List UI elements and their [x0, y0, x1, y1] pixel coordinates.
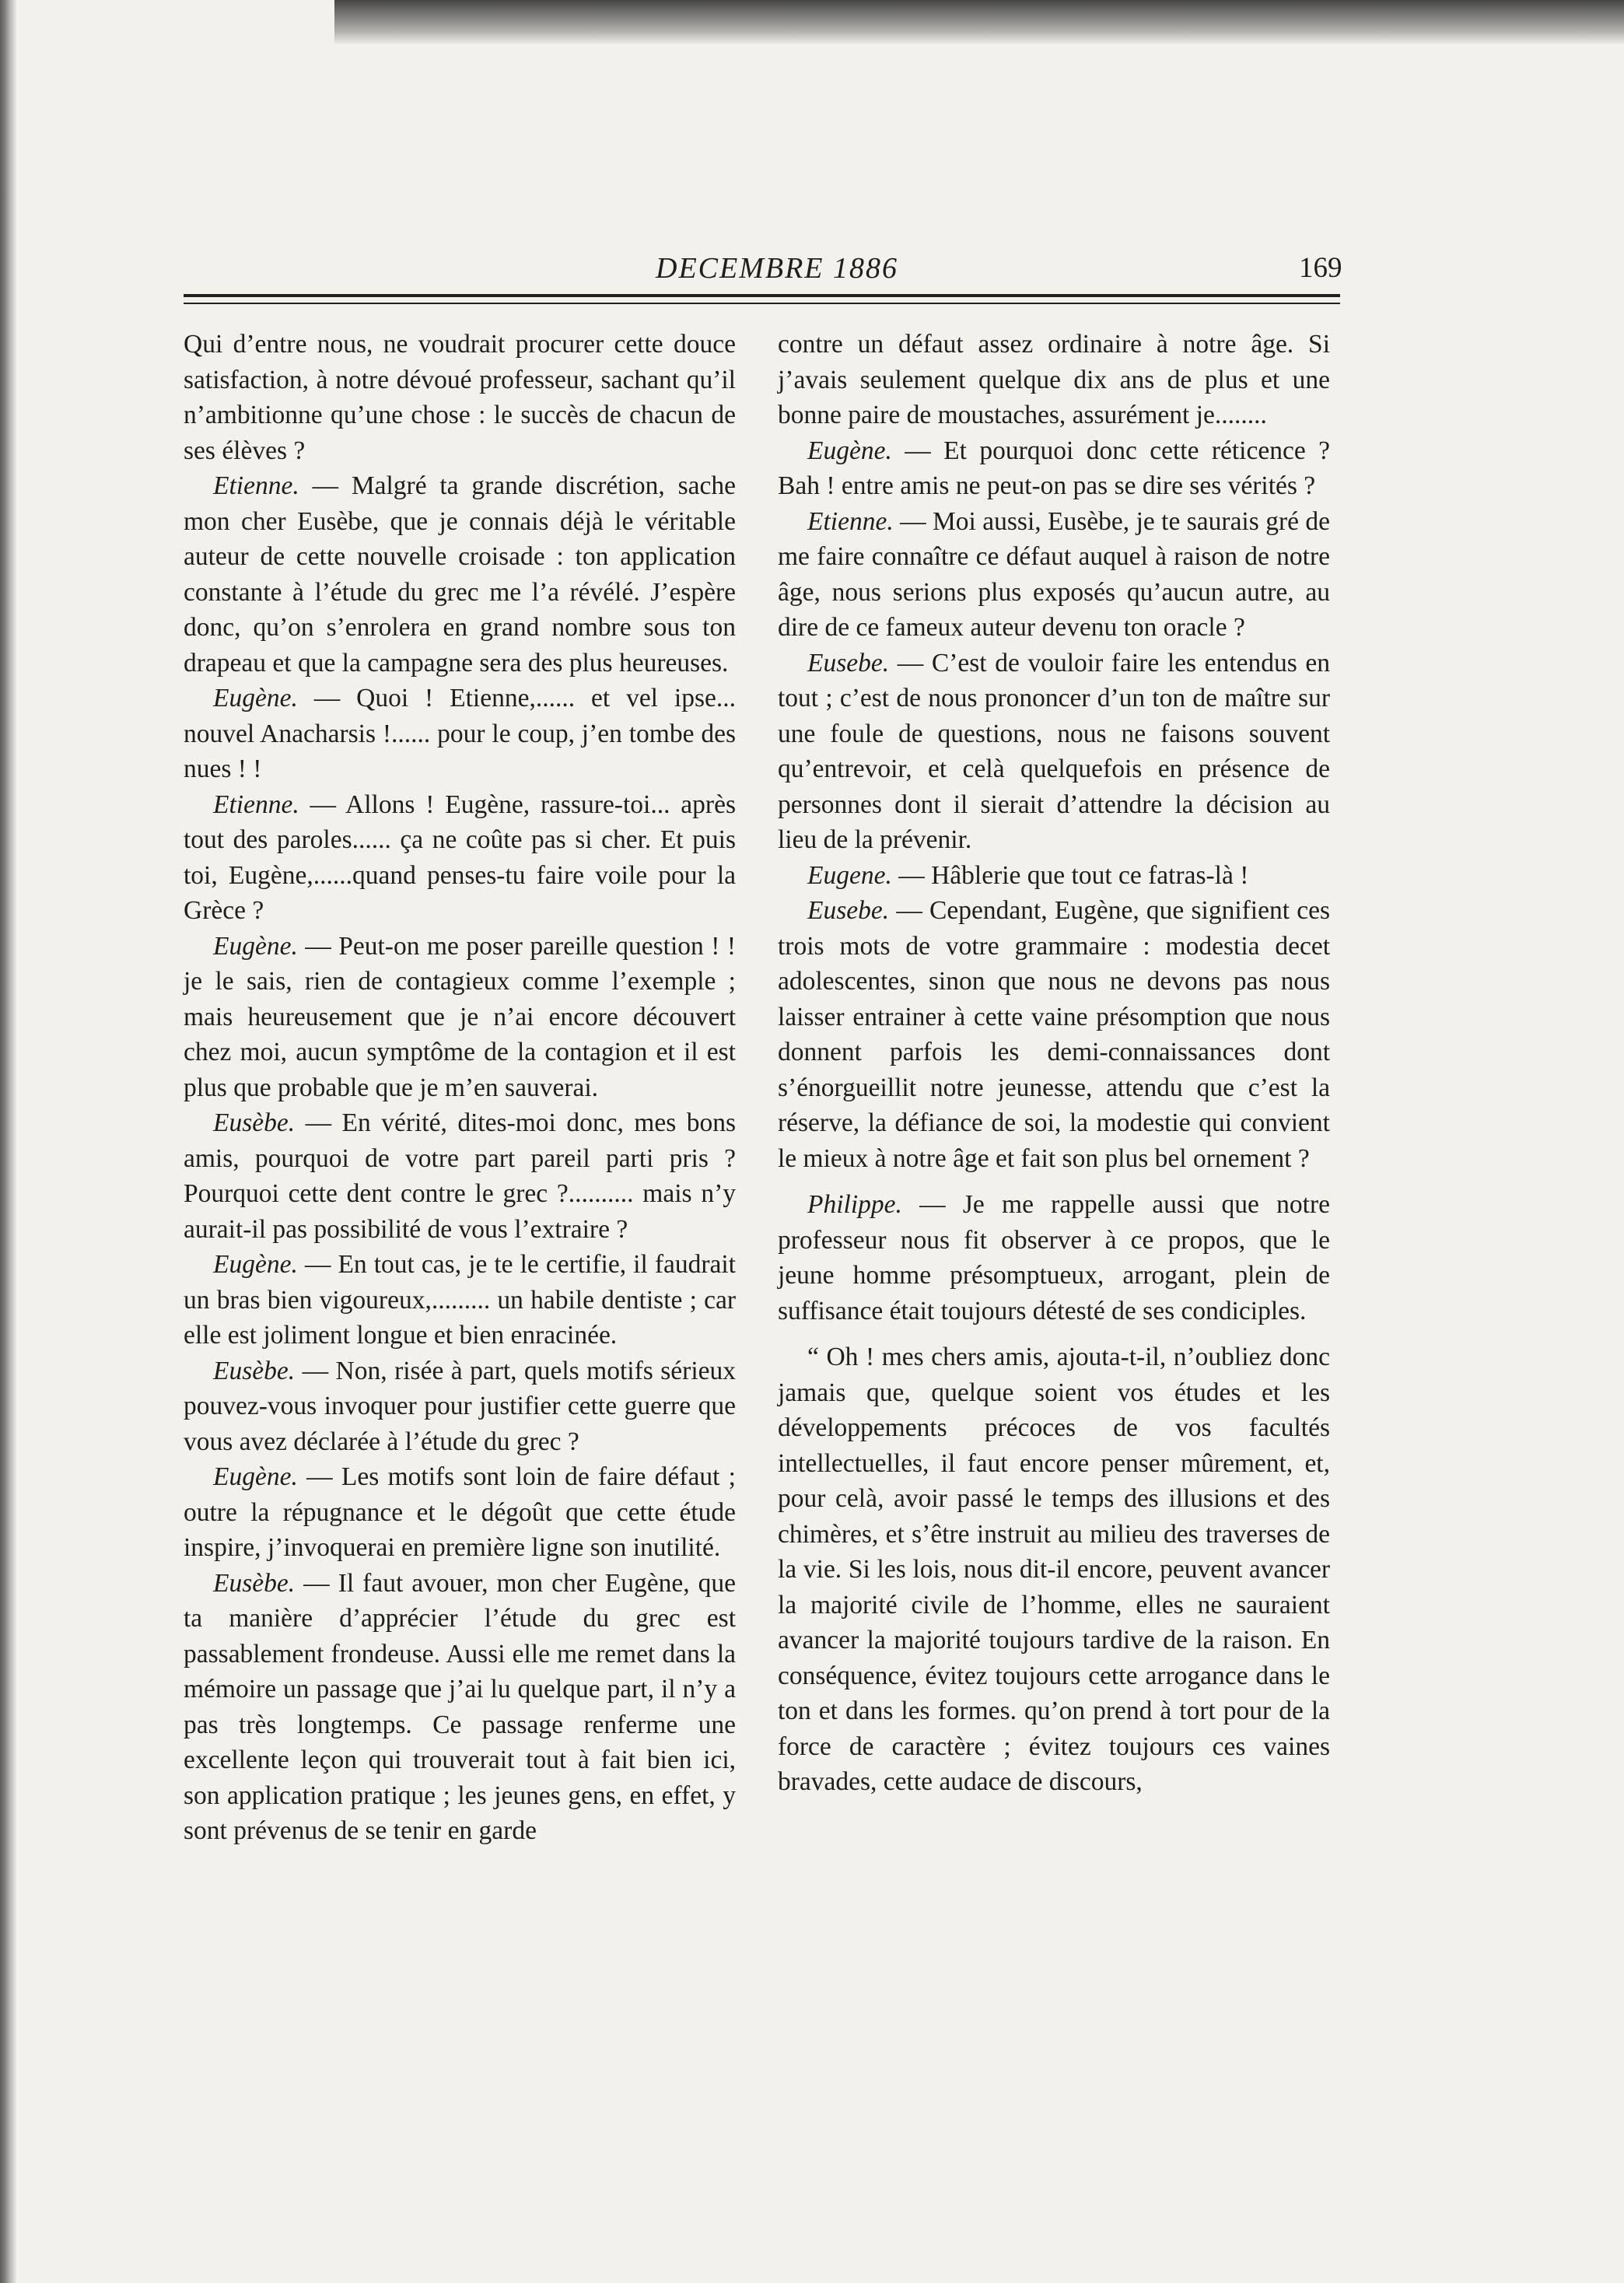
paragraph-text: — Allons ! Eugène, rassure-toi... après tout des paroles...... ça ne coûte pas si cher. Et puis toi, Eugène,......quand penses-tu faire voile pour la Grèce ?: [184, 790, 736, 925]
paragraph: [184, 1459, 736, 1566]
paragraph: [778, 858, 1330, 894]
page-header-title: DECEMBRE 1886: [656, 252, 899, 285]
left-column: [184, 327, 736, 1849]
paragraph: [184, 468, 736, 681]
paragraph-text: — Cependant, Eugène, que signifient ces trois mots de votre grammaire : modestia decet adolescentes, sinon que nous ne devons pas nous laisser entrainer à cette vaine présomption que nous donnent parfois les demi-connaissances dont s’énorgueillit notre jeunesse, attendu que c’est la réserve, la défiance de soi, la modestie qui convient le mieux à notre âge et fait son plus bel ornement ?: [778, 896, 1330, 1173]
speaker-name: Eusebe.: [807, 896, 890, 925]
paragraph-text: Qui d’entre nous, ne voudrait procurer cette douce satisfaction, à notre dévoué professeur, sachant qu’il n’ambitionne qu’une chose : le succès de chacun de ses élèves ?: [184, 330, 736, 465]
paragraph: [184, 1353, 736, 1460]
speaker-name: Eugène.: [807, 436, 892, 465]
paragraph-text: — Et pourquoi donc cette réticence ? Bah ! entre amis ne peut-on pas se dire ses vérités ?: [778, 436, 1330, 500]
speaker-name: Etienne.: [807, 506, 894, 536]
speaker-name: Eugene.: [807, 860, 892, 890]
right-column: [778, 327, 1330, 1800]
paragraph-text: — En tout cas, je te le certifie, il faudrait un bras bien vigoureux,......... un habile dentiste ; car elle est joliment longue et bien enracinée.: [184, 1250, 736, 1350]
speaker-name: Eugène.: [213, 1462, 298, 1491]
speaker-name: Eusebe.: [807, 648, 890, 678]
paragraph-text: — Moi aussi, Eusèbe, je te saurais gré de me faire connaître ce défaut auquel à raison de notre âge, nous serions plus exposés qu’aucun autre, au dire de ce fameux auteur devenu ton oracle ?: [778, 506, 1330, 642]
paragraph-text: — En vérité, dites-moi donc, mes bons amis, pourquoi de votre part pareil parti pris ? Pourquoi cette dent contre le grec ?.......... mais n’y aurait-il pas possibilité de vous l’extraire ?: [184, 1108, 736, 1244]
paragraph-text: — Les motifs sont loin de faire défaut ; outre la répugnance et le dégoût que cette étude inspire, j’invoquerai en première ligne son inutilité.: [184, 1462, 736, 1562]
paragraph-text: — Peut-on me poser pareille question ! ! je le sais, rien de contagieux comme l’exemple ; mais heureusement que je n’ai encore découvert chez moi, aucun symptôme de la contagion et il est plus que probable que je m’en sauverai.: [184, 931, 736, 1102]
speaker-name: Etienne.: [213, 790, 299, 819]
paragraph-text: “ Oh ! mes chers amis, ajouta-t-il, n’oubliez donc jamais que, quelque soient vos études et les développements précoces de vos facultés intellectuelles, il faut encore penser mûrement, et, pour celà, avoir passé le temps des illusions et des chimères, et s’être instruit au milieu des traverses de la vie. Si les lois, nous dit-il encore, peuvent avancer la majorité civile de l’homme, elles ne sauraient avancer la majorité toujours tardive de la raison. En conséquence, évitez toujours cette arrogance dans le ton et dans les formes. qu’on prend à tort pour de la force de caractère ; évitez toujours ces vaines bravades, cette audace de discours,: [778, 1343, 1330, 1796]
paragraph: [184, 1566, 736, 1849]
speaker-name: Eusèbe.: [213, 1108, 296, 1137]
speaker-name: Eusèbe.: [213, 1356, 296, 1385]
paragraph-text: contre un défaut assez ordinaire à notre âge. Si j’avais seulement quelque dix ans de plus et une bonne paire de moustaches, assurément je........: [778, 330, 1330, 429]
page-number: 169: [1299, 252, 1342, 284]
paragraph: [184, 681, 736, 787]
paragraph: [778, 327, 1330, 433]
speaker-name: Eugène.: [213, 684, 298, 713]
paragraph-text: — Il faut avouer, mon cher Eugène, que ta manière d’apprécier l’étude du grec est passablement frondeuse. Aussi elle me remet dans la mémoire un passage que j’ai lu quelque part, il n’y a pas très longtemps. Ce passage renferme une excellente leçon qui trouverait tout à fait bien ici, son application pratique ; les jeunes gens, en effet, y sont prévenus de se tenir en garde: [184, 1568, 736, 1845]
paragraph: [778, 1339, 1330, 1800]
paragraph: [184, 1105, 736, 1247]
speaker-name: Philippe.: [807, 1190, 902, 1219]
scan-edge-shadow: [334, 0, 1624, 45]
paragraph-text: — Hâblerie que tout ce fatras-là !: [891, 860, 1249, 890]
paragraph: [184, 1247, 736, 1353]
paragraph: [778, 893, 1330, 1176]
speaker-name: Eugène.: [213, 1250, 298, 1279]
speaker-name: Etienne.: [213, 471, 299, 500]
paragraph-text: — C’est de vouloir faire les entendus en tout ; c’est de nous prononcer d’un ton de maître sur une foule de questions, nous ne faisons souvent qu’entrevoir, et celà quelquefois en présence de personnes dont il sierait d’attendre la décision au lieu de la prévenir.: [778, 648, 1330, 854]
binding-shadow: [0, 0, 17, 2283]
paragraph-text: — Je me rappelle aussi que notre professeur nous fit observer à ce propos, que le jeune homme présomptueux, arrogant, plein de suffisance était toujours détesté de ses condiciples.: [778, 1190, 1330, 1325]
paragraph: [778, 646, 1330, 858]
paragraph: [778, 433, 1330, 504]
speaker-name: Eusèbe.: [213, 1568, 296, 1598]
paragraph: [184, 929, 736, 1106]
paragraph-text: — Non, risée à part, quels motifs sérieux pouvez-vous invoquer pour justifier cette guerre que vous avez déclarée à l’étude du grec ?: [184, 1356, 736, 1456]
paragraph-text: — Malgré ta grande discrétion, sache mon cher Eusèbe, que je connais déjà le véritable auteur de cette nouvelle croisade : ton application constante à l’étude du grec me l’a révélé. J’espère donc, qu’on s’enrolera en grand nombre sous ton drapeau et que la campagne sera des plus heureuses.: [184, 471, 736, 678]
speaker-name: Eugène.: [213, 931, 298, 961]
paragraph: [184, 327, 736, 468]
paragraph-text: — Quoi ! Etienne,...... et vel ipse... nouvel Anacharsis !...... pour le coup, j’en tombe des nues ! !: [184, 684, 736, 783]
header-rule-thick: [184, 294, 1340, 297]
header-rule-thin: [184, 303, 1340, 304]
paragraph: [778, 504, 1330, 646]
paragraph: [778, 1187, 1330, 1329]
paragraph: [184, 787, 736, 929]
